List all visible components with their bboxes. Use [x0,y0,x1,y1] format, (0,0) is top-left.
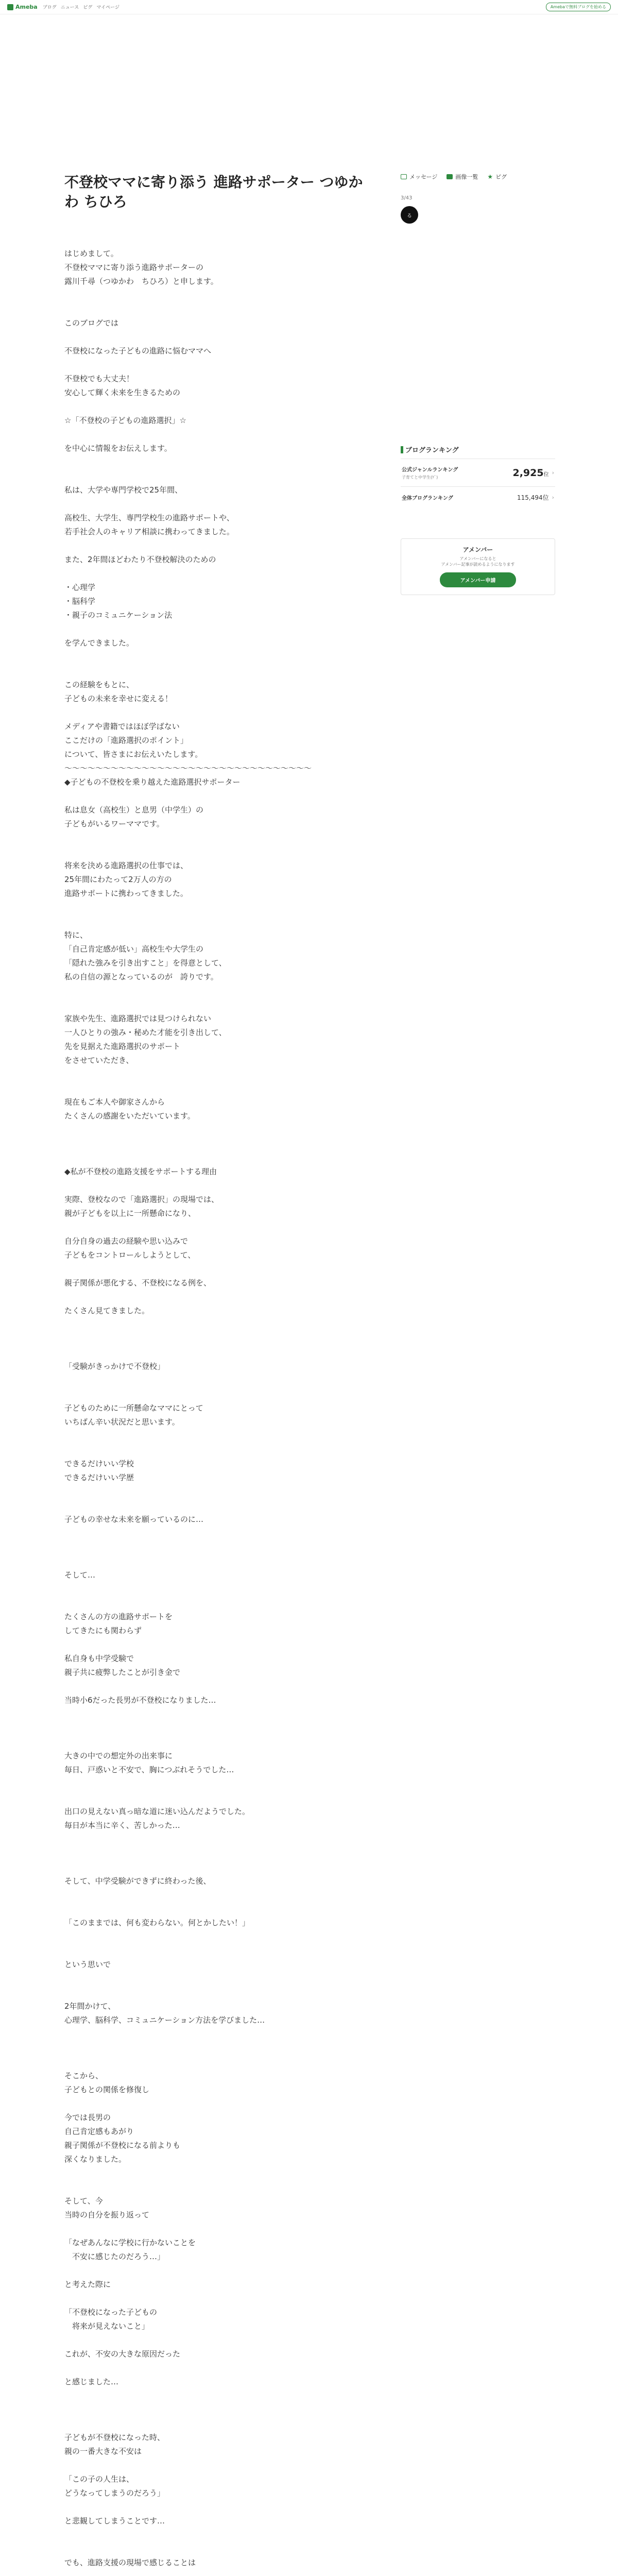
article-paragraph [64,1791,363,1805]
article-paragraph [64,2222,363,2236]
genre-ranking-sub: 子育てと中学生(ｹﾞ) [402,475,438,480]
article-paragraph [64,497,363,511]
genre-ranking-labels [402,465,458,480]
article-paragraph: ☆「不登校の子どもの進路選択」☆ [64,416,186,425]
article-paragraph [64,622,363,636]
article-paragraph: と悲観してしまうことです… [64,2516,165,2526]
article-paragraph: たくさんの方の進路サポートを してきたにも関わらず [64,1612,173,1635]
article-paragraph: 親子関係が悪化する、不登校になる例を、 [64,1278,212,1287]
article-paragraph: 現在もご本人や御家さんから たくさんの感謝をいただいています。 [64,1097,195,1121]
article-paragraph [64,1638,363,1652]
follower-count: 3/43 [401,195,413,201]
article-paragraph [64,1833,363,1846]
article-paragraph [64,358,363,372]
article-paragraph: そして、今 当時の自分を振り返って [64,2196,150,2219]
nav-pigg[interactable]: ピグ [83,5,93,10]
article-paragraph [64,2570,363,2576]
article-paragraph: 「不登校になった子どもの 将来が見えないこと」 [64,2308,158,2331]
nav-news[interactable]: ニュース [60,5,79,10]
genre-ranking-value-wrap [512,467,554,479]
article-paragraph: 不登校でも大丈夫！ 安心して輝く未来を生きるための [64,374,181,397]
blog-ranking [401,445,555,508]
chevron-right-icon: › [552,469,554,476]
article-paragraph: を中心に情報をお伝えします。 [64,444,172,453]
article-paragraph [64,1499,363,1513]
article-paragraph: という思いで [64,1960,111,1969]
article-paragraph [64,1221,363,1234]
message-label: メッセージ [409,174,438,180]
article-paragraph [64,845,363,859]
article-paragraph [64,706,363,720]
genre-ranking-row[interactable] [401,459,555,486]
article-paragraph [64,2542,363,2556]
article-paragraph: できるだけいい学校 できるだけいい学歴 [64,1459,134,1482]
article-paragraph [64,2055,363,2069]
mail-icon [401,174,407,179]
article-paragraph [64,2292,363,2306]
top-right [546,3,611,11]
article-paragraph: そして… [64,1570,96,1580]
article-paragraph [64,984,363,998]
article-paragraph: 家族や先生、進路選択では見つけられない 一人ひとりの強み・秘めた才能を引き出して、 先を見据えた進路選択のサポート をさせていただき、 [64,1014,227,1065]
article-paragraph [64,1582,363,1596]
nav-blog[interactable]: ブログ [42,5,57,10]
article-paragraph [64,1721,363,1735]
pigg-link[interactable] [487,173,507,181]
article-paragraph [64,2041,363,2055]
article-paragraph [64,1067,363,1081]
article-paragraph [64,2097,363,2111]
genre-ranking-label: 公式ジャンルランキング [402,467,458,473]
article-paragraph [64,1123,363,1137]
article-paragraph: 私自身も中学受験で 親子共に疲弊したことが引き金で [64,1654,181,1677]
message-link[interactable] [401,173,437,181]
image-icon [447,174,453,179]
article-paragraph [64,1972,363,1986]
article-paragraph [64,2361,363,2375]
article-paragraph [64,1596,363,1610]
article-paragraph: を学んできました。 [64,638,134,648]
article-paragraph [64,1777,363,1791]
article-paragraph [64,2264,363,2278]
article-paragraph [64,1888,363,1902]
article-paragraph: たくさん見てきました。 [64,1306,150,1315]
article-paragraph [64,1540,363,1554]
article-paragraph: ◆私が不登校の進路支援をサポートする理由 [64,1167,217,1176]
ranking-bar-icon [401,446,403,453]
page-title: 不登校ママに寄り添う 進路サポーター つゆかわ ちひろ [64,174,363,210]
article-paragraph: そこから、 子どもとの関係を修復し [64,2071,150,2094]
article-paragraph [64,1930,363,1944]
image-list-link[interactable] [447,173,478,181]
article-paragraph [64,539,363,553]
article-paragraph: そして、中学受験ができずに終わった後、 [64,1876,211,1886]
article-paragraph [64,1707,363,1721]
article-paragraph [64,1318,363,1332]
article-paragraph: 私は、大学や専門学校で25年間、 [64,485,183,495]
article-paragraph [64,2403,363,2417]
article-paragraph [64,2417,363,2431]
article-paragraph [64,1374,363,1387]
start-blog-button[interactable]: Amebaで無料ブログを始める [546,3,611,11]
nav-mypage[interactable]: マイページ [96,5,119,10]
article-paragraph [64,302,363,316]
article-paragraph [64,914,363,928]
article-paragraph [64,455,363,469]
image-list-label: 画像一覧 [455,174,478,180]
article-paragraph [64,2333,363,2347]
article-paragraph: 2年間かけて、 心理学、脳科学、コミュニケーション方法を学びました… [64,2002,265,2025]
article-paragraph: 子どもの幸せな未来を願っているのに… [64,1515,204,1524]
blog-article [64,173,363,2576]
article-paragraph [64,664,363,678]
amember-text: アメンバーになると アメンバー記事が読めるようになります [441,556,515,567]
article-paragraph [64,2027,363,2041]
article-paragraph: 「このままでは、何も変わらない。何とかしたい！」 [64,1918,250,1927]
article-paragraph [64,650,363,664]
article-paragraph [64,1151,363,1165]
article-paragraph [64,1332,363,1346]
article-paragraph [64,1860,363,1874]
article-paragraph: 不登校になった子どもの進路に悩むママへ [64,346,212,355]
article-paragraph [64,567,363,581]
top-nav [43,4,119,10]
ranking-title: ブログランキング [405,447,459,454]
overall-ranking-label: 全体ブログランキング [402,496,453,501]
article-paragraph [64,1485,363,1499]
article-paragraph [64,469,363,483]
article-paragraph [64,1429,363,1443]
genre-ranking-value [512,467,548,479]
article-paragraph: 不登校ママに寄り添う進路サポーターの [64,263,204,272]
article-body [64,247,363,2576]
ameba-logo[interactable] [7,4,38,10]
article-paragraph: また、2年間ほどわたり不登校解決のための [64,555,216,564]
article-paragraph [64,428,363,442]
article-paragraph: 当時小6だった長男が不登校になりました… [64,1696,216,1705]
article-paragraph [64,2459,363,2472]
article-paragraph: 「受験がきっかけで不登校」 [64,1362,165,1371]
article-paragraph [64,1735,363,1749]
article-paragraph: でも、進路支援の現場で感じることは [64,2558,196,2567]
article-paragraph: 特に、 「自己肯定感が低い」高校生や大学生の 「隠れた強みを引き出すこと」を得意として、 私の自信の源となっているのが 誇りです。 [64,930,227,981]
top-bar [0,0,618,14]
amember-request-button[interactable]: アメンバー申請 [440,572,517,587]
ameba-logo-icon [7,4,13,10]
star-icon: ★ [487,173,493,180]
article-paragraph [64,2166,363,2180]
article-paragraph: 「この子の人生は、 どうなってしまうのだろう」 [64,2475,165,2498]
article-paragraph: ・心理学 ・脳科学 ・親子のコミュニケーション法 [64,583,173,620]
article-paragraph [64,1944,363,1958]
article-paragraph [64,1680,363,1693]
article-paragraph: 高校生、大学生、専門学校生の進路サポートや、 若手社会人のキャリア相談に携わってきました。 [64,513,234,536]
article-paragraph: ◆子どもの不登校を乗り越えた進路選択サポーター [64,777,241,787]
article-paragraph [64,400,363,414]
article-paragraph [64,1902,363,1916]
overall-ranking-labels [402,494,453,501]
article-paragraph [64,1986,363,1999]
article-paragraph [64,901,363,914]
article-paragraph [64,289,363,302]
chevron-right-icon: › [552,494,554,501]
article-paragraph: ～～～～～～～～～～～～～～～～～～～～～～～～～～～～～～～～ [64,764,312,773]
article-paragraph: 実際、登校なので「進路選択」の現場では、 親が子どもを以上に一所懸命になり、 [64,1195,219,1218]
amember-box [401,538,555,595]
article-paragraph [64,1290,363,1304]
article-paragraph: このブログでは [64,318,119,328]
article-paragraph [64,789,363,803]
article-paragraph [64,2500,363,2514]
article-paragraph: 露川千尋（つゆかわ ちひろ）と申します。 [64,277,218,286]
genre-ranking-number: 2,925 [512,467,544,479]
ranking-heading [401,445,555,459]
article-paragraph [64,330,363,344]
article-paragraph [64,1846,363,1860]
article-paragraph [64,1554,363,1568]
article-paragraph [64,998,363,1012]
article-paragraph [64,1346,363,1360]
article-paragraph: 「なぜあんなに学校に行かないことを 不安に感じたのだろう…」 [64,2238,196,2261]
sidebar [401,173,555,584]
article-paragraph [64,1387,363,1401]
overall-ranking-value-wrap [517,493,554,502]
article-paragraph [64,1179,363,1193]
article-paragraph: 出口の見えない真っ暗な道に迷い込んだようでした。 毎日が本当に辛く、苦しかった… [64,1807,250,1830]
logo-text: Ameba [15,4,38,10]
avatar[interactable]: る [401,206,418,224]
article-paragraph: 子どもが不登校になった時、 親の一番大きな不安は [64,2433,165,2456]
article-paragraph [64,1527,363,1540]
article-paragraph [64,1081,363,1095]
article-paragraph: メディアや書籍ではほぼ学ばない ここだけの「進路選択のポイント」 について、皆さまにお伝えいたします。 [64,722,203,759]
article-paragraph [64,2180,363,2194]
overall-ranking-value: 115,494位 [517,494,549,501]
article-paragraph: 子どものために一所懸命なママにとって いちばん辛い状況だと思います。 [64,1403,203,1427]
profile-actions [401,173,555,181]
overall-ranking-row[interactable] [401,486,555,508]
article-paragraph: これが、不安の大きな原因だった [64,2349,181,2359]
article-paragraph: 将来を決める進路選択の仕事では、 25年間にわたって2万人の方の 進路サポートに携わってきました。 [64,861,188,898]
pigg-label: ピグ [495,174,507,180]
article-paragraph: 今では長男の 自己肯定感もあがり 親子関係が不登校になる前よりも 深くなりました。 [64,2113,181,2164]
article-paragraph [64,831,363,845]
article-paragraph: はじめまして。 [64,249,118,258]
article-paragraph [64,2528,363,2542]
article-paragraph: 大きの中での想定外の出来事に 毎日、戸惑いと不安で、胸につぶれそうでした… [64,1751,234,1774]
article-paragraph [64,1137,363,1151]
article-paragraph [64,2389,363,2403]
article-paragraph: と考えた際に [64,2280,111,2289]
article-paragraph: と感じました… [64,2377,119,2386]
article-paragraph: この経験をもとに、 子どもの未来を幸せに変える！ [64,680,173,703]
article-paragraph [64,1443,363,1457]
article-paragraph: 私は息女（高校生）と息男（中学生）の 子どもがいるワーママです。 [64,805,204,828]
genre-ranking-unit: 位 [543,471,549,478]
article-paragraph [64,1262,363,1276]
article-paragraph: 自分自身の過去の経験や思い込みで 子どもをコントロールしようとして、 [64,1236,196,1260]
amember-title: アメンバー [462,546,493,553]
